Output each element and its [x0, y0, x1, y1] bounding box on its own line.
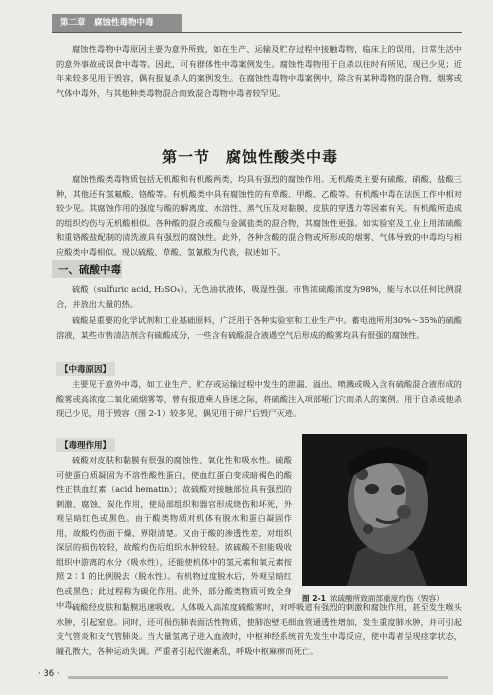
footer-divider: [68, 676, 448, 679]
burn-victim-photo: [302, 434, 467, 586]
figure-number: 图 2-1: [302, 594, 326, 603]
intro-paragraph: 腐蚀性毒物中毒原因主要为意外所致，如在生产、运输及贮存过程中接触毒物，临床上的误用，日常生活中的意外事故或误食中毒等。因此，可有群体性中毒案例发生。腐蚀性毒物用于自杀以往时有所见，现已少见；近年来较多见用于毁容，偶有报复杀人的案例发生。在腐蚀性毒物中毒案例中，除含有某种毒物的混合物、烟雾或气体中毒外，与其他种类毒物混合而致混合毒物中毒者较罕见。: [56, 44, 462, 98]
definition-paragraph: 硫酸（sulfuric acid, H₂SO₄），无色油状液体，吸湿性强。市售浓硫酸浓度为98%，能与水以任何比例混合，并放出大量的热。: [56, 284, 462, 309]
subsection-heading: 一、硫酸中毒: [58, 264, 121, 276]
chapter-header: 第二章 腐蚀性毒物中毒: [52, 14, 182, 32]
header-divider: [52, 32, 462, 33]
cause-paragraph: 主要见于意外中毒，如工业生产、贮存或运输过程中发生的泄漏、溢出、喷溅或吸入含有硫酸混合液形成的酸雾或高浓度二氧化硫烟雾等，曾有报道乘人昏迷之际，将硫酸注入项部哑门穴而杀人的案例。用于自杀或他杀现已少见，用于毁容（图 2-1）较多见，偶见用于碎尸后毁尸灭迹。: [56, 379, 462, 418]
figure-caption-text: 浓硫酸所致面部重度灼伤（毁容）: [329, 594, 444, 603]
toxicology-tag: 【毒理作用】: [56, 438, 115, 452]
figure-caption: [302, 594, 472, 604]
toxicology-paragraph: 硫酸对皮肤和黏膜有很强的腐蚀性、氧化性和吸水性。硫酸可使蛋白质凝固为不溶性酸性蛋白，使血红蛋白变成暗褐色的酸性正铁血红素（acid hematin）；故硫酸对接触部位具有强烈的刺激、腐蚀、炭化作用，使局部组织和器官形成烧伤和坏死，外观呈暗红色或黑色。由于酸类物质对机体有脱水和蛋白凝固作用，故酸灼伤面干燥、界限清楚。又由于酸的渗透性差，对组织深层的损伤较轻，故酸灼伤后组织水肿较轻。浓硫酸不但能吸收组织中游离的水分（吸水性），还能使机体中的氢元素和氧元素按照 2∶1 的比例脱去（脱水性）。有机物过度脱水后，外观呈暗红色或黑色；此过程称为碳化作用。此外，部分酸类物质可致全身中毒。: [56, 455, 292, 610]
usage-paragraph: 硫酸是重要的化学试剂和工业基础原料，广泛用于各种实验室和工业生产中。蓄电池所用30%～35%的硫酸溶液，某些市售清洁剂含有硫酸成分，一些含有硫酸混合液遇空气后形成的酸雾均具有很强的腐蚀性。: [56, 315, 462, 340]
section-title: 第一节 腐蚀性酸类中毒: [161, 148, 338, 166]
page-number: · 36 ·: [38, 669, 60, 679]
section-intro-paragraph: 腐蚀性酸类毒物质包括无机酸和有机酸两类，均具有强烈的腐蚀作用。无机酸类主要有硫酸、硝酸、盐酸三种，其他还有氢氟酸、铬酸等。有机酸类中具有腐蚀性的有草酸、甲酸、乙酸等。有机酸中毒在法医工作中相对较少见。其腐蚀作用的强度与酸的解离度、水溶性、蒸气压及对黏膜、皮肤的穿透力等因素有关。有机酸所造成的组织灼伤与无机酸相似。各种酸的混合或酸与金属盐类的混合物，其腐蚀性更强。如实验室及工业上用浓硫酸和重铬酸盐配制的清洗液具有强烈的腐蚀性。此外，各种含酸的混合物或所形成的烟雾、气体导致的中毒均与相应酸类中毒相似。现以硫酸、草酸、氢氰酸为代表，叙述如下。: [56, 174, 462, 257]
cause-tag: 【中毒原因】: [56, 362, 115, 376]
absorption-paragraph: 硫酸经皮肤和黏膜迅速吸收。人体吸入高浓度硫酸雾时，对呼吸道有强烈的刺激和腐蚀作用，甚至发生喉头水肿，引起窒息。同时，还可损伤肺表面活性物质，使肺泡壁毛细血管通透性增加，发生重度肺水肿，并可引起支气管炎和支气管肺炎。当大量氢离子进入血液时，中枢神经系统首先发生中毒反应，使中毒者呈现痉挛状态，瞳孔散大，各种运动失调。严重者引起代谢紊乱，呼吸中枢麻痹而死亡。: [56, 602, 462, 656]
